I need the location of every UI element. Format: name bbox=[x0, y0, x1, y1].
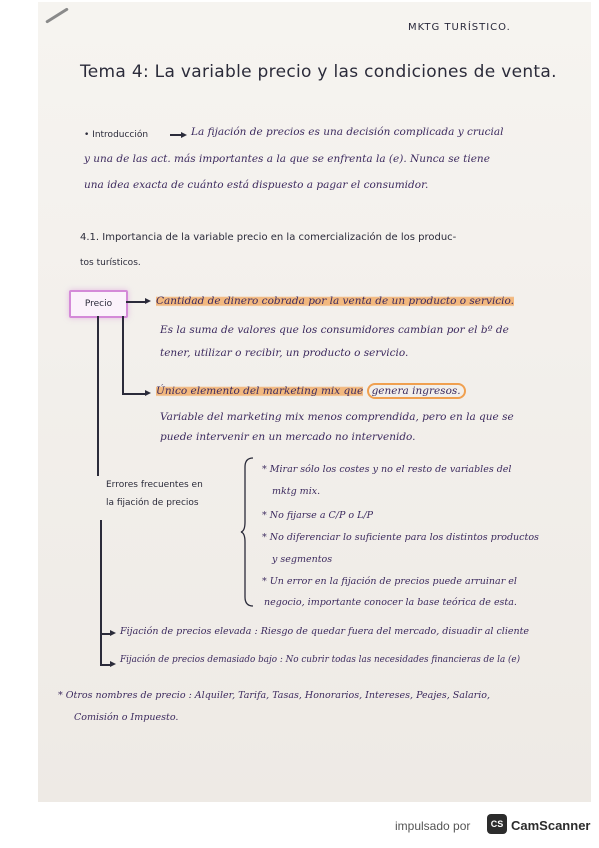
precio-def-2-sub-2: puede intervenir en un mercado no intervenido. bbox=[160, 431, 416, 443]
intro-line-3: una idea exacta de cuánto está dispuesto a pagar el consumidor. bbox=[84, 179, 429, 191]
errors-label-1: Errores frecuentes en bbox=[106, 480, 203, 490]
error-item-4: * Un error en la fijación de precios puede arruinar el bbox=[262, 576, 517, 587]
errors-label-2: la fijación de precios bbox=[106, 498, 199, 508]
brace-icon bbox=[240, 457, 254, 607]
others-line-1: * Otros nombres de precio : Alquiler, Tarifa, Tasas, Honorarios, Intereses, Peajes, Salario, bbox=[58, 690, 490, 701]
arrow-icon bbox=[145, 298, 151, 304]
circled-text: genera ingresos. bbox=[367, 383, 466, 399]
arrow-icon bbox=[110, 630, 116, 636]
fijacion-bajo: Fijación de precios demasiado bajo : No cubrir todas las necesidades financieras de la (e) bbox=[120, 655, 521, 665]
trunk-line-lower bbox=[100, 520, 102, 665]
precio-arrow-line bbox=[126, 301, 146, 303]
error-item-1-cont: mktg mix. bbox=[272, 486, 321, 497]
others-line-2: Comisión o Impuesto. bbox=[74, 712, 179, 723]
error-item-4-cont: negocio, importante conocer la base teórica de esta. bbox=[264, 597, 517, 608]
trunk-line-upper bbox=[97, 316, 99, 476]
error-item-2: * No fijarse a C/P o L/P bbox=[262, 510, 374, 521]
intro-line-2: y una de las act. más importantes a la que se enfrenta la (e). Nunca se tiene bbox=[84, 153, 490, 165]
precio-def-1-sub-2: tener, utilizar o recibir, un producto o servicio. bbox=[160, 347, 409, 359]
precio-def-1: Cantidad de dinero cobrada por la venta de un producto o servicio. bbox=[156, 295, 515, 307]
intro-line-1: La fijación de precios es una decisión complicada y crucial bbox=[191, 126, 504, 138]
precio-branch-h bbox=[122, 393, 146, 395]
arrow-icon bbox=[110, 661, 116, 667]
precio-def-2: Único elemento del marketing mix que genera ingresos. bbox=[156, 385, 466, 397]
error-item-1: * Mirar sólo los costes y no el resto de variables del bbox=[262, 464, 512, 475]
arrow-icon bbox=[145, 390, 151, 396]
powered-by-text: impulsado por bbox=[395, 819, 471, 833]
precio-def-1-sub-1: Es la suma de valores que los consumidores cambian por el bº de bbox=[160, 324, 509, 336]
camscanner-brand: CamScanner bbox=[511, 818, 591, 833]
arrow-line bbox=[170, 134, 182, 136]
precio-box: Precio bbox=[69, 290, 128, 318]
section-heading: 4.1. Importancia de la variable precio en la comercialización de los produc- bbox=[80, 232, 457, 243]
precio-branch-line bbox=[122, 316, 124, 394]
intro-label: • Introducción bbox=[84, 130, 149, 140]
fijacion-elevada: Fijación de precios elevada : Riesgo de quedar fuera del mercado, disuadir al cliente bbox=[120, 626, 530, 637]
notebook-page bbox=[38, 2, 591, 802]
camscanner-logo-icon: CS bbox=[487, 814, 507, 834]
error-item-3: * No diferenciar lo suficiente para los distintos productos bbox=[262, 532, 539, 543]
precio-def-2-sub-1: Variable del marketing mix menos comprendida, pero en la que se bbox=[160, 411, 514, 423]
page-title: Tema 4: La variable precio y las condiciones de venta. bbox=[80, 62, 557, 82]
section-heading-cont: tos turísticos. bbox=[80, 258, 141, 268]
subject-header: MKTG TURÍSTICO. bbox=[408, 22, 511, 33]
error-item-3-cont: y segmentos bbox=[272, 554, 333, 565]
